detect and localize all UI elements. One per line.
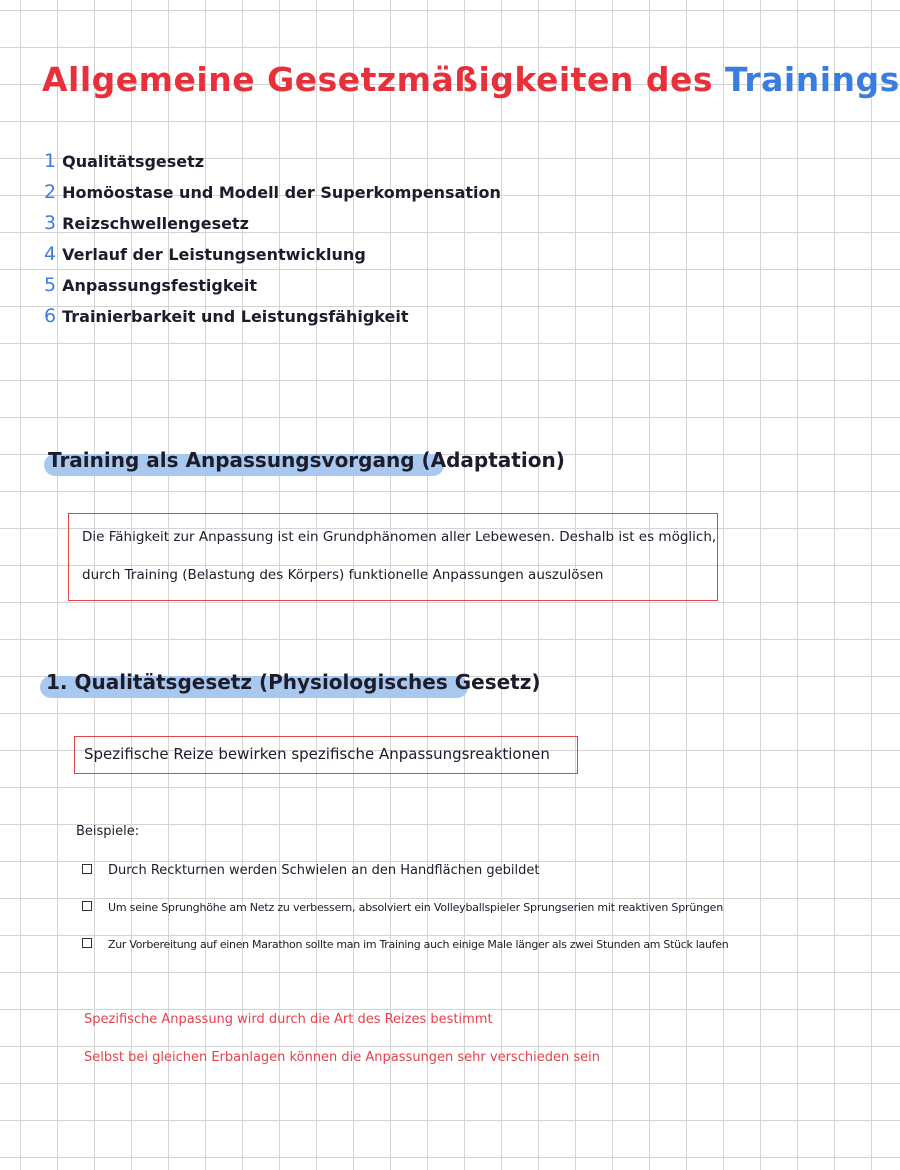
title-word-2: Gesetzmäßigkeiten [267, 60, 634, 99]
example-text: Um seine Sprunghöhe am Netz zu verbessern, absolviert ein Volleyballspieler Sprungserien mit reaktiven Sprüngen [108, 901, 723, 914]
title-word-4: Trainings [724, 60, 900, 99]
list-item [82, 855, 728, 892]
list-number: 6 [44, 305, 57, 327]
list-item [44, 270, 501, 301]
section-heading-quality-law: 1. Qualitätsgesetz (Physiologisches Gesetz) [46, 670, 541, 694]
checkbox-icon [82, 864, 92, 874]
note-line-1: Spezifische Anpassung wird durch die Art des Reizes bestimmt [84, 1012, 493, 1027]
list-text: Verlauf der Leistungsentwicklung [62, 245, 366, 264]
list-item [44, 177, 501, 208]
list-text: Qualitätsgesetz [62, 152, 205, 171]
list-text: Homöostase und Modell der Superkompensation [62, 183, 501, 202]
section-heading-adaptation: Training als Anpassungsvorgang (Adaptation) [48, 448, 565, 472]
checkbox-icon [82, 938, 92, 948]
list-text: Anpassungsfestigkeit [62, 276, 258, 295]
list-number: 4 [44, 243, 57, 265]
title-word-3: des [645, 60, 713, 99]
list-item [82, 929, 728, 966]
list-item [44, 208, 501, 239]
list-number: 1 [44, 150, 57, 172]
example-text: Durch Reckturnen werden Schwielen an den Handflächen gebildet [108, 863, 540, 878]
list-text: Reizschwellengesetz [62, 214, 249, 233]
list-number: 5 [44, 274, 57, 296]
page-title [42, 60, 900, 99]
examples-label: Beispiele: [76, 824, 140, 839]
list-item [82, 892, 728, 929]
list-item [44, 239, 501, 270]
examples-list [82, 855, 728, 966]
checkbox-icon [82, 901, 92, 911]
example-text: Zur Vorbereitung auf einen Marathon sollte man im Training auch einige Male länger als zwei Stunden am Stück laufen [108, 938, 729, 951]
law-text: Spezifische Reize bewirken spezifische Anpassungsreaktionen [84, 745, 550, 763]
list-item [44, 301, 501, 332]
list-item [44, 146, 501, 177]
note-line-2: Selbst bei gleichen Erbanlagen können die Anpassungen sehr verschieden sein [84, 1050, 600, 1065]
definition-line-1: Die Fähigkeit zur Anpassung ist ein Grundphänomen aller Lebewesen. Deshalb ist es möglich, [82, 529, 717, 545]
definition-line-2: durch Training (Belastung des Körpers) funktionelle Anpassungen auszulösen [82, 567, 604, 583]
list-number: 2 [44, 181, 57, 203]
title-word-1: Allgemeine [42, 60, 256, 99]
list-text: Trainierbarkeit und Leistungsfähigkeit [62, 307, 409, 326]
list-number: 3 [44, 212, 57, 234]
overview-list [44, 146, 501, 332]
